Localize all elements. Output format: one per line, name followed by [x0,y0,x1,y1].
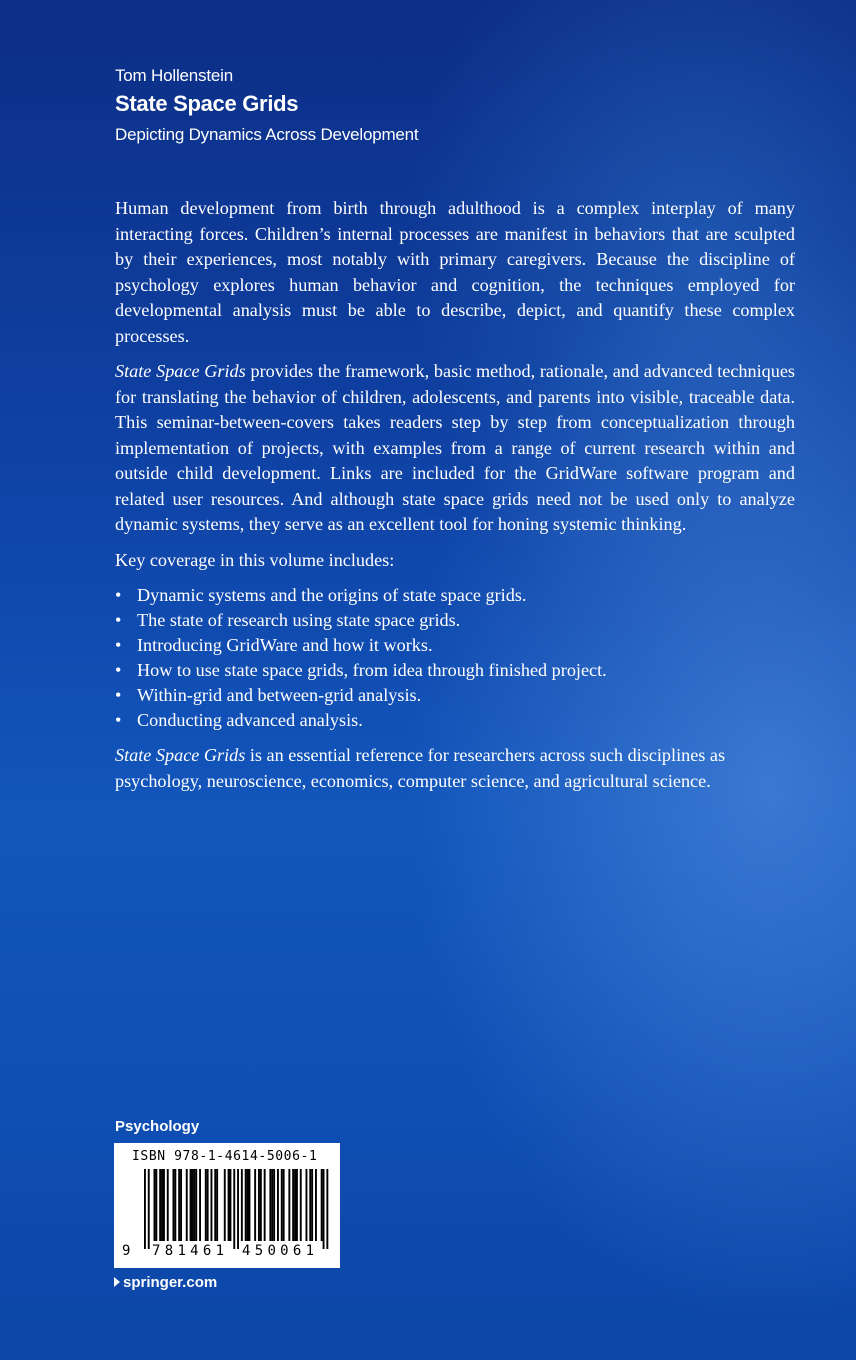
ean-first-digit: 9 [122,1243,131,1259]
barcode-bar [258,1169,260,1241]
barcode-bar [233,1169,235,1249]
blurb [115,196,795,804]
barcode-bar [273,1169,275,1241]
barcode-bar [269,1169,271,1241]
list-item: • Dynamic systems and the origins of state space grids. [115,583,795,608]
ean-left-group: 781461 [152,1243,229,1259]
barcode-bar [230,1169,232,1241]
list-item: • How to use state space grids, from idea through finished project. [115,658,795,683]
barcode-bar [300,1169,302,1241]
paragraph-2-text: provides the framework, basic method, rationale, and advanced techniques for translating the behavior of children, adolescents, and parents into visible, traceable data. This seminar-between-covers takes readers step by step from conceptualization through implementation of projects, with examples from a range of current research within and outside child development. Links are included for the GridWare software program and related user resources. And although state space grids need not be used only to analyze dynamic systems, they serve as an excellent tool for honing systemic thinking. [115,361,795,534]
list-item: • Within-grid and between-grid analysis. [115,683,795,708]
barcode-bar [283,1169,285,1241]
bullet-icon: • [115,610,122,630]
barcode-bar [178,1169,180,1241]
barcode-bar [306,1169,308,1241]
barcode-bar [311,1169,313,1241]
barcode-bar [245,1169,247,1241]
barcode-bar [271,1169,273,1241]
isbn-label: ISBN 978-1-4614-5006-1 [132,1149,318,1164]
barcode-bar [294,1169,296,1241]
list-item: • The state of research using state space grids. [115,608,795,633]
barcode-bar [199,1169,201,1241]
bullet-icon: • [115,660,122,680]
closing-text: is an essential reference for researchers across such disciplines as psychology, neuroscience, economics, computer science, and agricultural science. [115,745,726,791]
barcode-bar [281,1169,283,1241]
barcode-bar [247,1169,249,1241]
barcode-bar [173,1169,175,1241]
barcode-bar [155,1169,157,1241]
bullet-icon: • [115,685,122,705]
cover-header [115,66,418,146]
barcode-bar [264,1169,266,1241]
barcode-bar [241,1169,243,1241]
barcode-bar [260,1169,262,1241]
barcode-bar [167,1169,169,1241]
barcode-bar [161,1169,163,1241]
barcode-bar [190,1169,192,1241]
bullet-icon: • [115,710,122,730]
barcode-bar [321,1169,323,1241]
barcode-bar [309,1169,311,1241]
barcode-bar [163,1169,165,1241]
barcode-bar [237,1169,239,1249]
barcode-bar [207,1169,209,1241]
barcode-bar [288,1169,290,1241]
book-title: State Space Grids [115,91,299,116]
barcode-bar [228,1169,230,1241]
barcode-bar [296,1169,298,1241]
barcode-bar [292,1169,294,1241]
bullet-icon: • [115,635,122,655]
barcode-bar [186,1169,188,1241]
barcode-bar [193,1169,195,1241]
isbn-barcode [114,1143,340,1268]
barcode-bar [211,1169,213,1241]
title-italic: State Space Grids [115,745,246,765]
springer-link-label: springer.com [123,1274,218,1291]
arrow-right-icon [114,1277,120,1287]
barcode-bar [159,1169,161,1241]
key-coverage-intro: Key coverage in this volume includes: [115,549,395,570]
barcode-bar [323,1169,325,1249]
barcode-bar [216,1169,218,1241]
bullet-icon: • [115,585,122,605]
barcode-bar [154,1169,156,1241]
springer-link[interactable] [114,1274,217,1291]
barcode-bar [195,1169,197,1241]
barcode-bar [315,1169,317,1241]
barcode-bar [326,1169,328,1249]
barcode-bar [224,1169,226,1241]
key-coverage-list [115,583,795,733]
title-italic: State Space Grids [115,361,246,381]
list-item: • Introducing GridWare and how it works. [115,633,795,658]
barcode-bar [214,1169,216,1241]
list-item: • Conducting advanced analysis. [115,708,795,733]
barcode-bar [205,1169,207,1241]
blurb-closing-paragraph [115,743,795,794]
blurb-paragraph-1: Human development from birth through adulthood is a complex interplay of many interacting forces. Children’s internal processes are manifest in behaviors that are sculpted by their experiences, most notably with primary caregivers. Because the discipline of psychology explores human behavior and cognition, the techniques employed for developmental analysis must be able to describe, depict, and quantify these complex processes. [115,198,795,346]
barcode-bar [180,1169,182,1241]
author-name: Tom Hollenstein [115,66,233,85]
barcode-bar [144,1169,146,1249]
barcode-bar [174,1169,176,1241]
blurb-paragraph-2 [115,359,795,538]
barcode-bar [277,1169,279,1241]
barcode-bar [148,1169,150,1249]
book-subtitle: Depicting Dynamics Across Development [115,125,419,144]
subject-category: Psychology [115,1118,200,1135]
barcode-bar [254,1169,256,1241]
ean-right-group: 450061 [242,1243,319,1259]
barcode-bar [192,1169,194,1241]
barcode-bar [249,1169,251,1241]
